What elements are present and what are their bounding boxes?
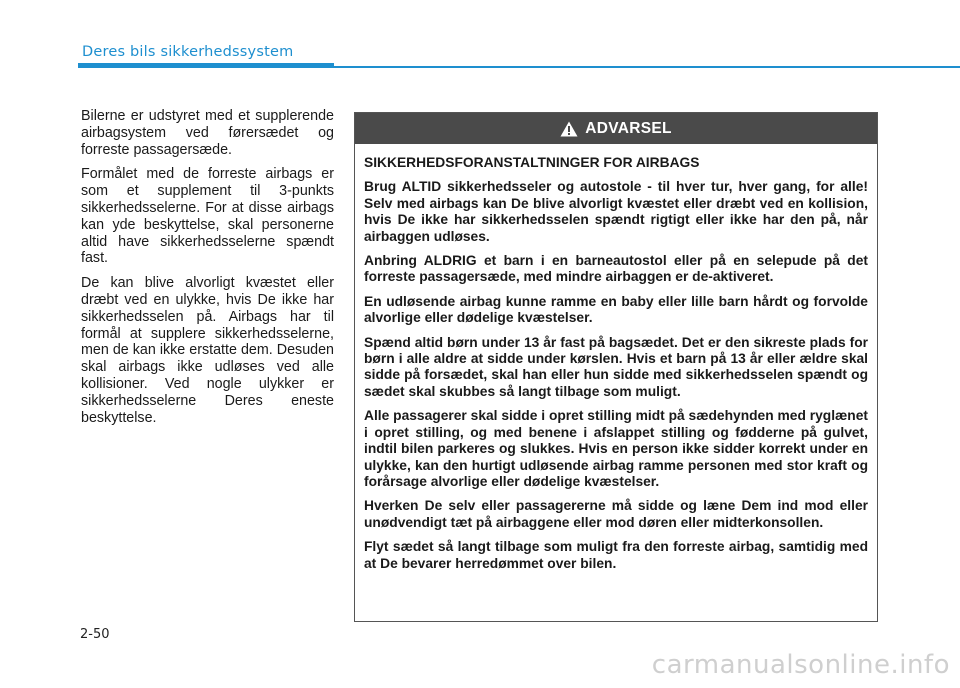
warning-paragraph-6: Hverken De selv eller passagererne må sidde og læne Dem ind mod eller unødvendigt tæt på airbaggene eller mod døren eller midterkonsollen.: [364, 498, 868, 530]
intro-paragraph-2: Formålet med de forreste airbags er som et supplement til 3-punkts sikkerhedsselerne. For at disse airbags kan yde beskyttelse, skal personerne altid have sikkerhedsselerne spændt fast.: [81, 166, 334, 267]
intro-paragraph-1: Bilerne er udstyret med et supplerende airbagsystem ved førersædet og forreste passagersæde.: [81, 108, 334, 158]
warning-title: SIKKERHEDSFORANSTALTNINGER FOR AIRBAGS: [364, 155, 700, 170]
warning-body: [355, 144, 877, 572]
watermark: carmanualsonline.info: [651, 650, 950, 680]
intro-paragraph-3: De kan blive alvorligt kvæstet eller dræbt ved en ulykke, hvis De ikke har sikkerhedsselen på. Airbags har til formål at supplere sikkerhedsselerne, men de kan ikke erstatte dem. Desuden skal airbags ikke udløses ved alle kollisioner. Ved nogle ulykker er sikkerhedsselerne Deres eneste beskyttelse.: [81, 275, 334, 426]
warning-box: [354, 112, 878, 622]
intro-column: [81, 108, 334, 434]
warning-header-label: ADVARSEL: [585, 119, 672, 137]
warning-paragraph-5: Alle passagerer skal sidde i opret stilling midt på sædehynden med ryglænet i opret stilling, og med benene i afslappet stilling og fødderne på gulvet, indtil bilen parkeres og slukkes. Hvis en person ikke sidder korrekt under en ulykke, kan den hurtigt udløsende airbag ramme personen med stor kraft og forårsage alvorlige eller dødelige kvæstelser.: [364, 408, 868, 489]
header-rule-thin: [334, 66, 960, 68]
warning-paragraph-4: Spænd altid børn under 13 år fast på bagsædet. Det er den sikreste plads for børn i alle aldre at sidde under kørslen. Hvis et barn på 13 år eller ældre skal sidde på forsædet, skal han eller hun sidde med sikkerhedsselen spændt og sædet skal skubbes så langt tilbage som muligt.: [364, 334, 868, 399]
warning-paragraph-3: En udløsende airbag kunne ramme en baby eller lille barn hårdt og forvolde alvorlige eller dødelige kvæstelser.: [364, 293, 868, 326]
header-rule-thick: [78, 63, 334, 68]
page-number: 2-50: [80, 627, 110, 642]
section-title: Deres bils sikkerhedssystem: [82, 44, 294, 60]
warning-paragraph-2: Anbring ALDRIG et barn i en barneautostol eller på en selepude på det forreste passagersæde, med mindre airbaggen er de-aktiveret.: [364, 253, 868, 285]
warning-paragraph-7: Flyt sædet så langt tilbage som muligt fra den forreste airbag, samtidig med at De bevarer herredømmet over bilen.: [364, 539, 868, 571]
warning-triangle-icon: [560, 121, 578, 137]
warning-header: [355, 113, 877, 144]
warning-paragraph-1: Brug ALTID sikkerhedsseler og autostole - til hver tur, hver gang, for alle! Selv med airbags kan De blive alvorligt kvæstet eller dræbt ved en kollision, hvis De ikke har sikkerhedsselen spændt rigtigt eller ikke har den på, når airbaggen udløses.: [364, 179, 868, 244]
